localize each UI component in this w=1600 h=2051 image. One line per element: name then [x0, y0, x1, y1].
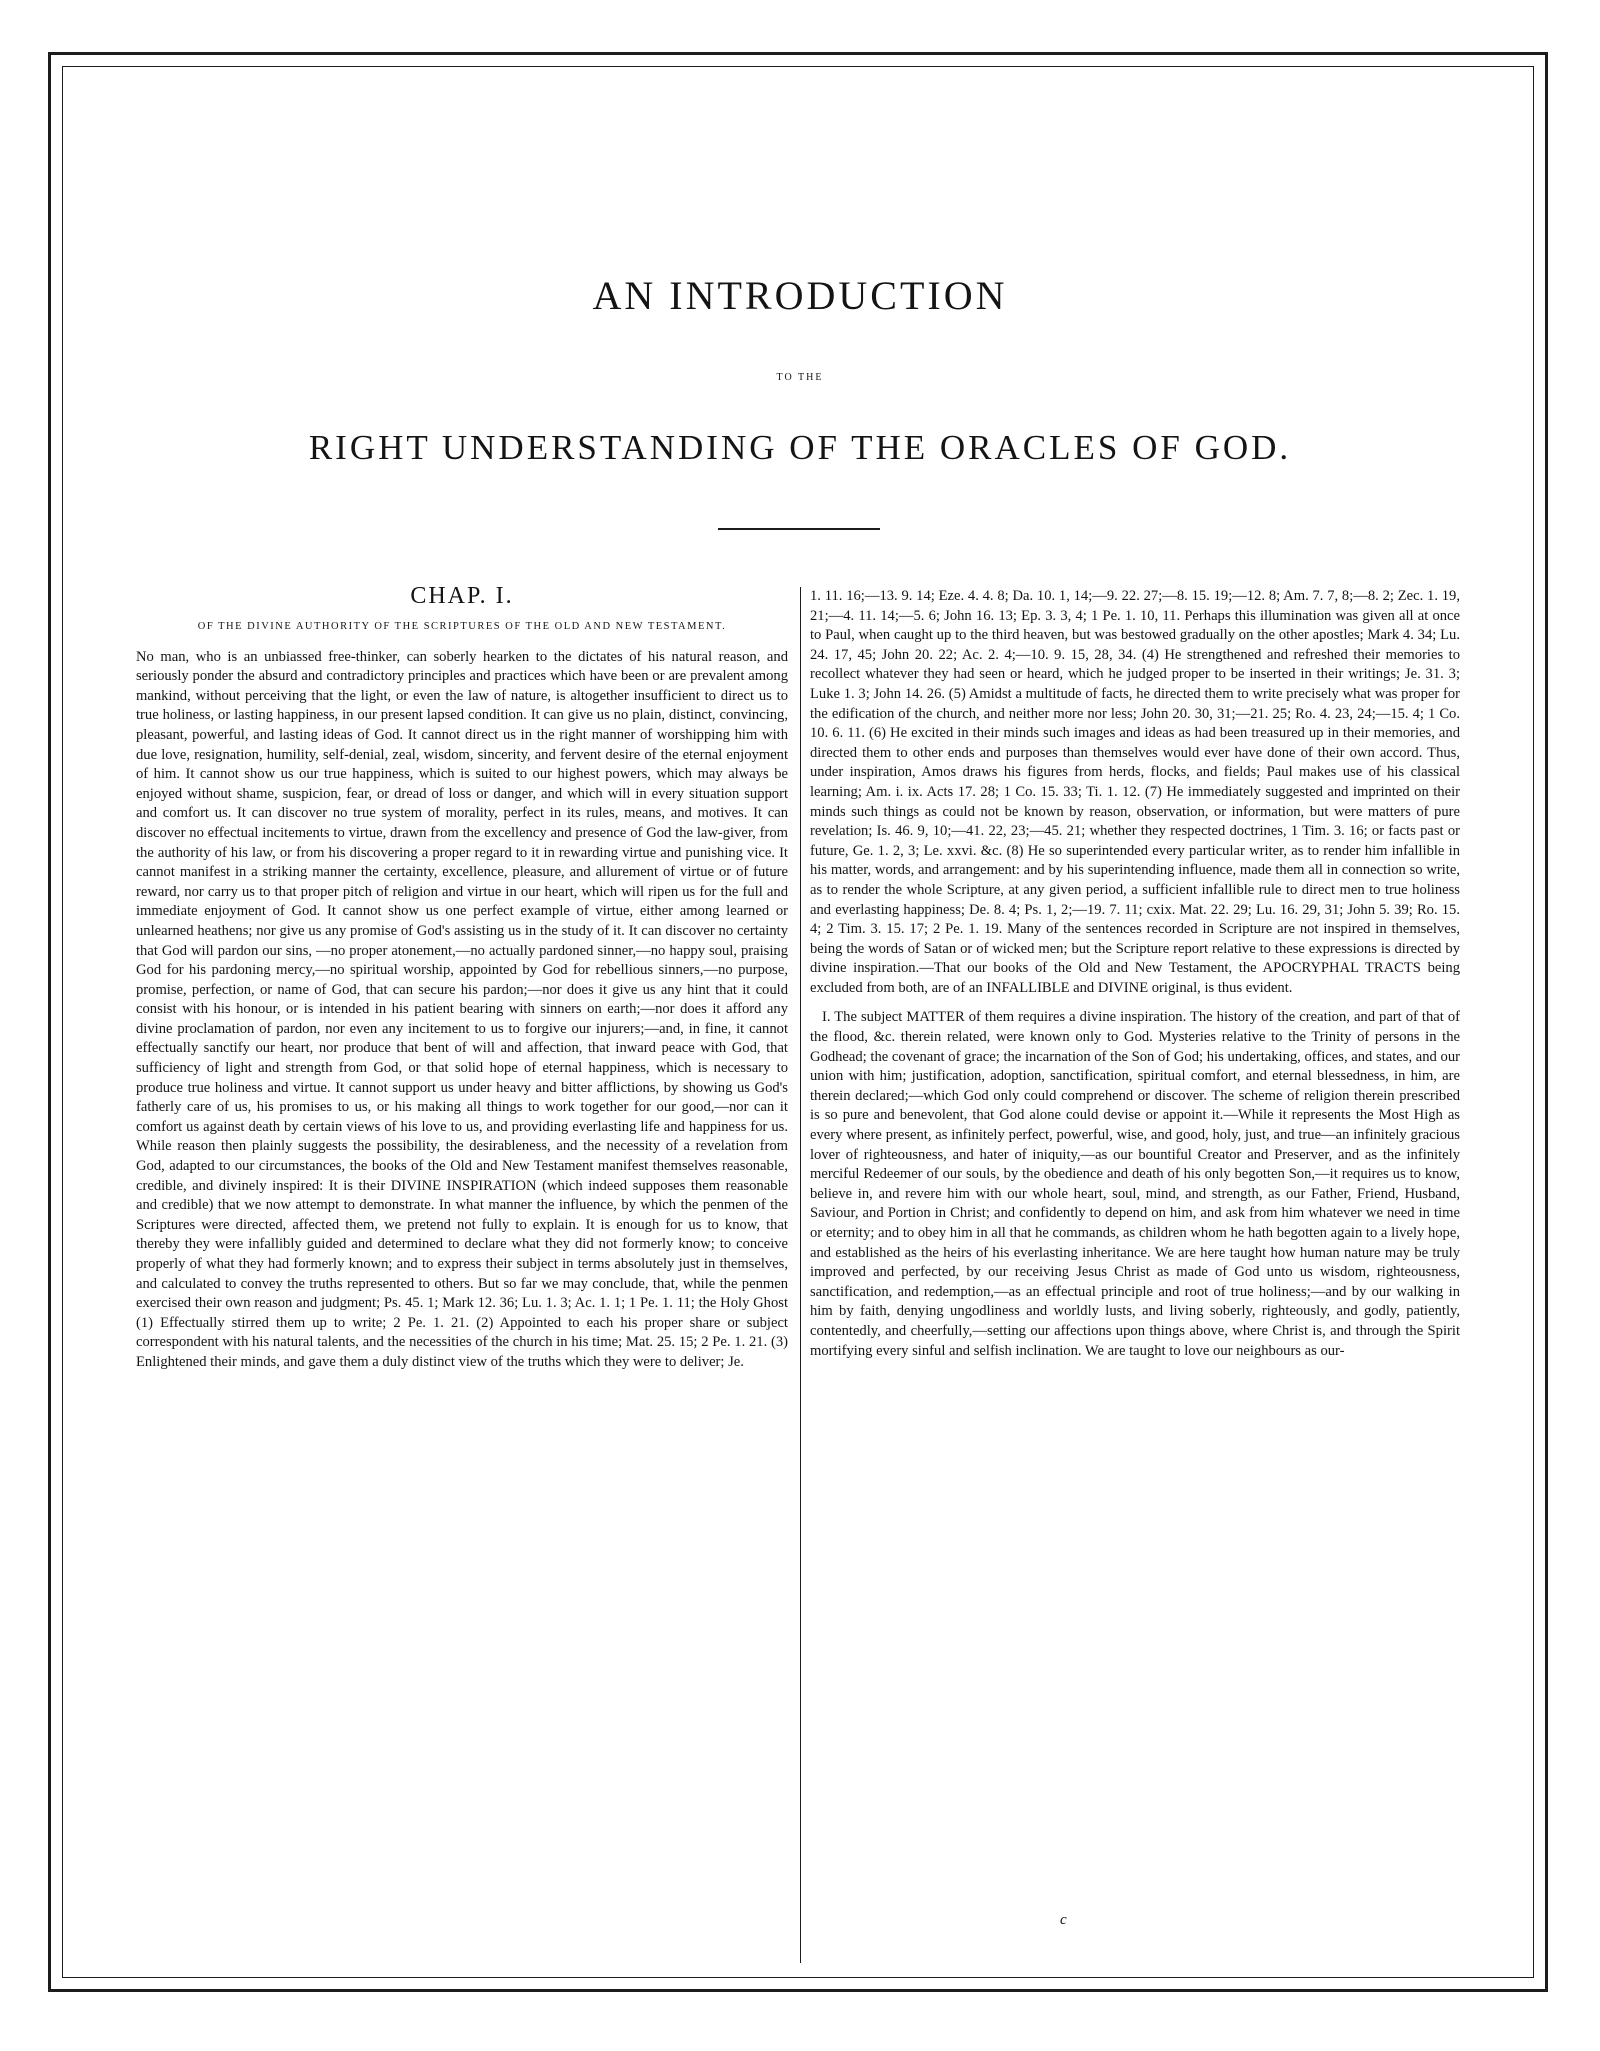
signature-mark: c — [1060, 1912, 1067, 1928]
right-column-paragraph-2: I. The subject MATTER of them requires a divine inspiration. The history of the creation, and part of that of the flood, &c. therein related, were known only to God. Mysteries relative to the Trinity of persons in the Godhead; the covenant of grace; the incarnation of the Son of God; his undertaking, offices, and states, and our union with him; justification, adoption, sanctification, spiritual comfort, and eternal blessedness, in him, are therein declared;—which God only could comprehend or discover. The scheme of religion therein prescribed is so pure and benevolent, that God alone could devise or appoint it.—While it represents the Most High as every where present, as infinitely perfect, powerful, wise, and good, holy, just, and true—an infinitely gracious lover of righteousness, and hater of iniquity,—as our bountiful Creator and Preserver, and as the infinitely merciful Redeemer of our souls, by the obedience and death of his only begotten Son,—it requires us to know, believe in, and revere him with our whole heart, soul, mind, and strength, as our Father, Friend, Husband, Saviour, and Portion in Christ; and confidently to depend on him, and ask from him whatever we need in time or eternity; and to obey him in all that he commands, as children whom he hath begotten again to a lively hope, and established as the heirs of his everlasting inheritance. We are here taught how human nature may be truly improved and perfected, by our receiving Jesus Christ as made of God unto us wisdom, righteousness, sanctification, and redemption,—as an effectual principle and root of true holiness;—and by our walking in him by faith, denying ungodliness and worldly lusts, and living soberly, righteously, and godly, patiently, contentedly, and cheerfully,—setting our affections upon things above, where Christ is, and through the Spirit mortifying every sinful and selfish inclination. We are taught to love our neighbours as our- — [810, 1009, 1460, 1359]
right-column-paragraph-1: 1. 11. 16;—13. 9. 14; Eze. 4. 4. 8; Da. 10. 1, 14;—9. 22. 27;—8. 15. 19;—12. 8; Am. 7. 7, 8;—8. 2; Zec. 1. 19, 21;—4. 11. 14;—5. 6; John 16. 13; Ep. 3. 3, 4; 1 Pe. 1. 10, 11. Perhaps this illumination was given all at once to Paul, when caught up to the third heaven, but was bestowed gradually on the other apostles; Mark 4. 34; Lu. 24. 17, 45; John 20. 22; Ac. 2. 4;—10. 9. 15, 28, 34. (4) He strengthened and refreshed their memories to recollect whatever they had seen or heard, which he judged proper to be inserted in their writings; Je. 31. 3; Luke 1. 3; John 14. 26. (5) Amidst a multitude of facts, he directed them to write precisely what was proper for the edification of the church, and neither more nor less; John 20. 30, 31;—21. 25; Ro. 4. 23, 24;—15. 4; 1 Co. 10. 6. 11. (6) He excited in their minds such images and ideas as had been treasured up in their memories, and directed them to other ends and purposes than themselves would ever have done of their own accord. Thus, under inspiration, Amos draws his figures from herds, flocks, and fields; Paul makes use of his classical learning; Am. i. ix. Acts 17. 28; 1 Co. 15. 33; Ti. 1. 12. (7) He immediately suggested and imprinted on their minds such things as could not be known by reason, observation, or information, but were matters of pure revelation; Is. 46. 9, 10;—41. 22, 23;—45. 21; whether they respected doctrines, 1 Tim. 3. 16; or facts past or future, Ge. 1. 2, 3; Le. xxvi. &c. (8) He so superintended every particular writer, as to render him infallible in his matter, words, and arrangement: and by his superintending influence, made them all in connection so write, as to render the whole Scripture, at any given period, a sufficient infallible rule to direct men to true holiness and everlasting happiness; De. 8. 4; Ps. 1, 2;—19. 7. 11; cxix. Mat. 22. 29; Lu. 16. 29, 31; John 5. 39; Ro. 15. 4; 2 Tim. 3. 15. 17; 2 Pe. 1. 19. Many of the sentences recorded in Scripture are not inspired in themselves, being the words of Satan or of wicked men; but the Scripture report relative to these expressions is directed by divine inspiration.—That our books of the Old and New Testament, the APOCRYPHAL TRACTS being excluded from both, are of an INFALLIBLE and DIVINE original, is thus evident. — [810, 588, 1460, 996]
right-column — [800, 587, 1460, 1963]
title-connector: TO THE — [776, 372, 824, 383]
chapter-subheading: OF THE DIVINE AUTHORITY OF THE SCRIPTURES OF THE OLD AND NEW TESTAMENT. — [197, 620, 727, 632]
title-rule — [718, 528, 880, 530]
chapter-heading: CHAP. I. — [410, 587, 514, 609]
left-column-paragraph: No man, who is an unbiassed free-thinker, can soberly hearken to the dictates of his natural reason, and seriously ponder the absurd and contradictory principles and practices which have been or are prevalent among mankind, without perceiving that the light, or even the law of nature, is altogether insufficient to direct us to true holiness, or lasting happiness, in our present lapsed condition. It can give us no plain, distinct, convincing, pleasant, powerful, and lasting ideas of God. It cannot direct us in the right manner of worshipping him with due love, resignation, humility, self-denial, zeal, wisdom, sincerity, and fervent desire of the eternal enjoyment of him. It cannot show us our true happiness, which is suited to our highest powers, which may always be enjoyed without shame, suspicion, fear, or dread of loss or danger, and which will in every situation support and comfort us. It can discover no true system of morality, perfect in its rules, means, and motives. It can discover no effectual incitements to virtue, drawn from the excellency and presence of God the law-giver, from the authority of his law, or from his discovering a proper regard to it in rewarding virtue and punishing vice. It cannot manifest in a striking manner the certainty, excellence, pleasure, and allurement of virtue or of future reward, nor carry us to that proper pitch of religion and virtue in our heart, which will ripen us for the full and immediate enjoyment of God. It cannot show us one perfect example of virtue, either among learned or unlearned heathens; nor give us any promise of God's assisting us in the study of it. It can discover no certainty that God will pardon our sins, —no proper atonement,—no actually pardoned sinner,—no happy soul, praising God for his pardoning mercy,—no spiritual worship, appointed by God for rebellious sinners,—no purpose, promise, perfection, or name of God, that can secure his pardon;—nor does it give us any hint that it could consist with his honour, or is intended in his patient bearing with sinners on earth;—nor does it afford any divine proclamation of pardon, nor even any incitement to us to forgive our injurers;—and, in fine, it cannot effectually sanctify our heart, nor produce that bent of will and affection, that inward peace with God, that sufficiency of light and strength from God, or that solid hope of eternal happiness, which is necessary to produce true holiness and virtue. It cannot support us under heavy and bitter afflictions, by showing us God's fatherly care of us, his promises to us, or his making all things to work together for our good,—nor can it comfort us against death by certain views of his love to us, and providing everlasting life and happiness for us. While reason then plainly suggests the possibility, the desirableness, and the necessity of a revelation from God, adapted to our circumstances, the books of the Old and New Testament manifest themselves reasonable, credible, and divinely inspired: It is their DIVINE INSPIRATION (which indeed supposes them reasonable and credible) that we now attempt to demonstrate. In what manner the influence, by which the penmen of the Scriptures were directed, affected them, we pretend not fully to explain. It is enough for us to know, that thereby they were infallibly guided and determined to declare what they did not formerly know; to conceive properly of what they had formerly known; and to express their subject in terms absolutely just in themselves, and calculated to convey the truths represented to others. But so far we may conclude, that, while the penmen exercised their own reason and judgment; Ps. 45. 1; Mark 12. 36; Lu. 1. 3; Ac. 1. 1; 1 Pe. 1. 11; the Holy Ghost (1) Effectually stirred them up to write; 2 Pe. 1. 21. (2) Appointed to each his proper share or subject correspondent with his natural talents, and the necessities of the church in his time; Mat. 25. 15; 2 Pe. 1. 21. (3) Enlightened their minds, and gave them a duly distinct view of the truths which they were to deliver; Je. — [136, 648, 788, 1370]
left-column — [136, 587, 788, 1963]
page-subtitle: RIGHT UNDERSTANDING OF THE ORACLES OF GOD. — [308, 428, 1292, 467]
page-title: AN INTRODUCTION — [592, 273, 1008, 318]
